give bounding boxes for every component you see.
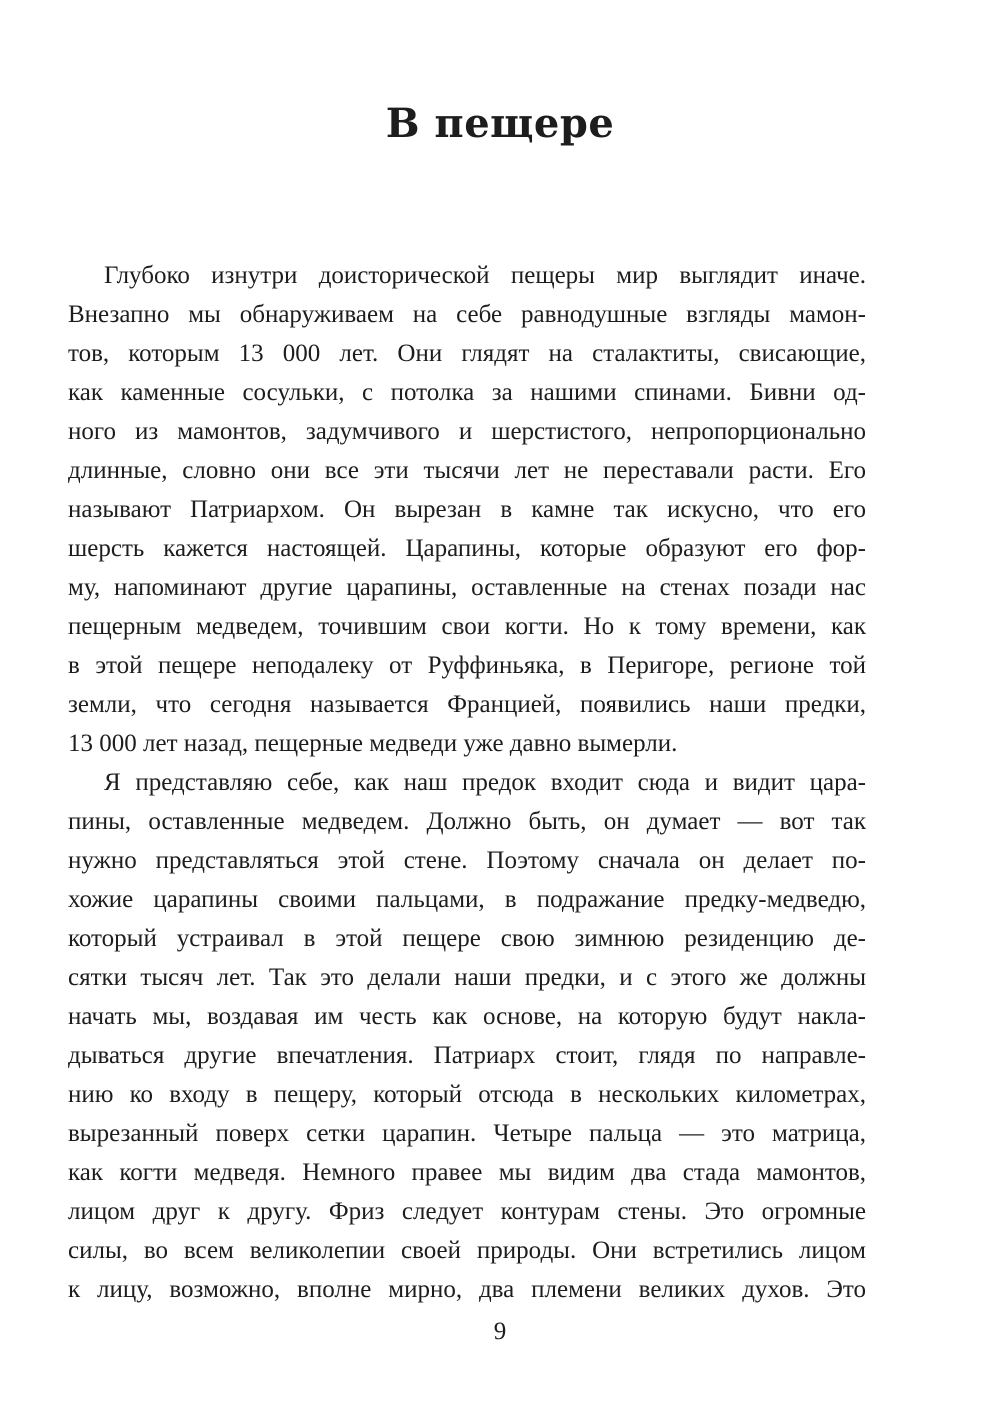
paragraph (68, 256, 866, 763)
page-number: 9 (493, 1318, 507, 1345)
text-line: называют Патриархом. Он вырезан в камне так искусно, что его (68, 496, 866, 523)
text-line: дываться другие впечатления. Патриарх стоит, глядя по направле- (68, 1042, 866, 1069)
text-line: Внезапно мы обнаруживаем на себе равнодушные взгляды мамон- (68, 301, 866, 328)
text-line: к лицу, возможно, вполне мирно, два племени великих духов. Это (68, 1276, 866, 1303)
text-line: пещерным медведем, точившим свои когти. Но к тому времени, как (68, 613, 866, 640)
text-line: Я представляю себе, как наш предок входит сюда и видит цара- (104, 769, 866, 796)
text-line: который устраивал в этой пещере свою зимнюю резиденцию де- (68, 925, 866, 952)
text-line: 13 000 лет назад, пещерные медведи уже давно вымерли. (68, 730, 678, 757)
text-line: земли, что сегодня называется Францией, появились наши предки, (68, 691, 866, 718)
body-text (68, 256, 866, 1309)
text-line: нию ко входу в пещеру, который отсюда в нескольких километрах, (68, 1081, 866, 1108)
text-line: нужно представляться этой стене. Поэтому сначала он делает по- (68, 847, 866, 874)
text-line: му, напоминают другие царапины, оставленные на стенах позади нас (68, 574, 866, 601)
text-line: сятки тысяч лет. Так это делали наши предки, и с этого же должны (68, 964, 866, 991)
text-line: вырезанный поверх сетки царапин. Четыре пальца — это матрица, (68, 1120, 866, 1147)
text-line: ного из мамонтов, задумчивого и шерстистого, непропорционально (68, 418, 866, 445)
text-line: как когти медведя. Немного правее мы видим два стада мамонтов, (68, 1159, 866, 1186)
text-line: тов, которым 13 000 лет. Они глядят на сталактиты, свисающие, (68, 340, 866, 367)
text-line: длинные, словно они все эти тысячи лет не переставали расти. Его (68, 457, 866, 484)
text-line: Глубоко изнутри доисторической пещеры мир выглядит иначе. (104, 262, 866, 289)
paragraph (68, 763, 866, 1309)
text-line: как каменные сосульки, с потолка за нашими спинами. Бивни од- (68, 379, 866, 406)
text-line: лицом друг к другу. Фриз следует контурам стены. Это огромные (68, 1198, 866, 1225)
text-line: хожие царапины своими пальцами, в подражание предку-медведю, (68, 886, 866, 913)
chapter-title: В пещере (385, 100, 615, 147)
text-line: в этой пещере неподалеку от Руффиньяка, в Перигоре, регионе той (68, 652, 866, 679)
text-line: начать мы, воздавая им честь как основе, на которую будут накла- (68, 1003, 866, 1030)
text-line: шерсть кажется настоящей. Царапины, которые образуют его фор- (68, 535, 866, 562)
text-line: пины, оставленные медведем. Должно быть, он думает — вот так (68, 808, 866, 835)
text-line: силы, во всем великолепии своей природы. Они встретились лицом (68, 1237, 866, 1264)
